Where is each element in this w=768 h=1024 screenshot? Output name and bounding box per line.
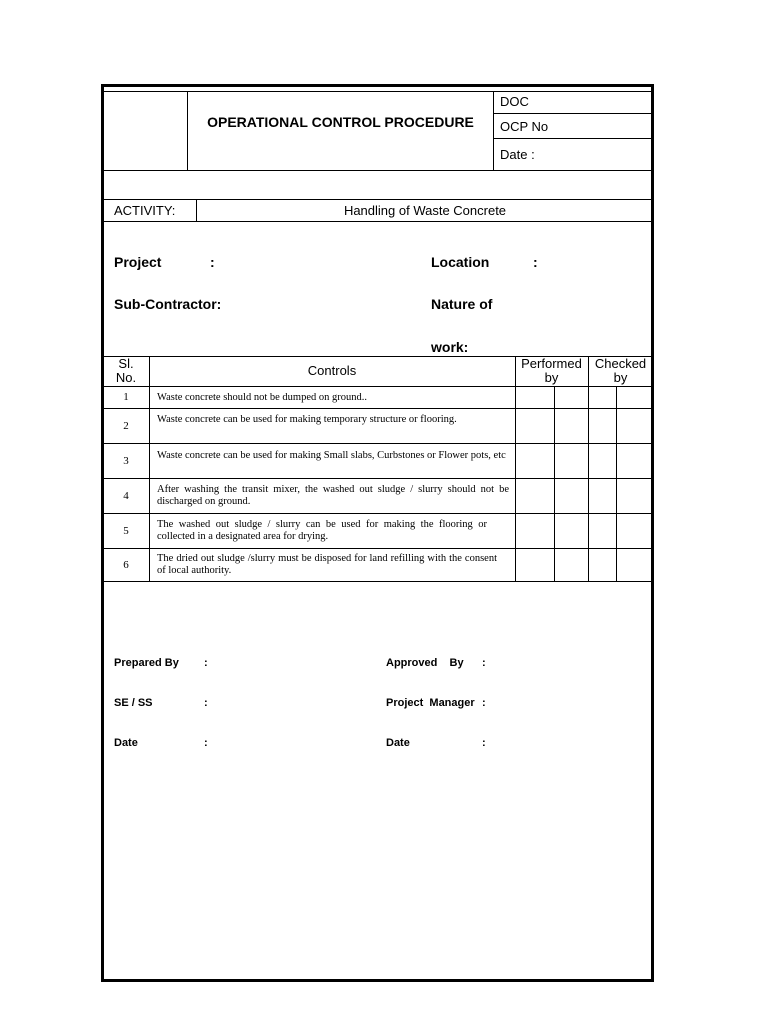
date-left-colon: :: [204, 737, 208, 749]
location-colon: :: [533, 254, 538, 270]
approved-by-colon: :: [482, 657, 486, 669]
activity-label: ACTIVITY:: [114, 203, 176, 218]
project-manager-label: Project Manager: [386, 697, 475, 709]
table-row-line-1: [103, 408, 653, 409]
row-2-control: Waste concrete can be used for making temporary structure or flooring.: [157, 414, 457, 425]
table-row-line-2: [103, 443, 653, 444]
header-row-line-1: [493, 113, 653, 114]
col-header-slno-line-2: No.: [115, 370, 137, 385]
se-ss-colon: :: [204, 697, 208, 709]
doc-label: DOC: [500, 94, 529, 109]
date-right-colon: :: [482, 737, 486, 749]
row-6-number: 6: [123, 559, 129, 571]
page-title: OPERATIONAL CONTROL PROCEDURE: [207, 114, 474, 130]
header-top-line: [103, 91, 653, 92]
date-right-label: Date: [386, 737, 410, 749]
header-row-line-2: [493, 138, 653, 139]
approved-by-label: Approved By: [386, 657, 464, 669]
col-header-slno-line-1: Sl.: [118, 356, 134, 371]
date-left-label: Date: [114, 737, 138, 749]
table-col-line-5: [616, 386, 617, 581]
col-header-checked-line-1: Checked: [594, 356, 647, 371]
activity-value: Handling of Waste Concrete: [343, 203, 507, 218]
activity-bottom-line: [103, 221, 653, 222]
table-row-line-3: [103, 478, 653, 479]
row-4-control: After washing the transit mixer, the washed out sludge / slurry should not be discharged on ground.: [157, 484, 509, 507]
row-3-control: Waste concrete can be used for making Small slabs, Curbstones or Flower pots, etc: [157, 450, 506, 461]
col-header-performed-line-1: Performed: [521, 356, 582, 371]
col-header-checked-line-2: by: [613, 370, 628, 385]
ocp-no-label: OCP No: [500, 119, 549, 134]
table-row-line-4: [103, 513, 653, 514]
nature-of-work-label-2: work:: [431, 339, 469, 355]
nature-of-work-label-1: Nature of: [431, 296, 493, 312]
col-header-checked-by: [588, 357, 653, 385]
row-3-number: 3: [123, 455, 129, 467]
col-header-performed-line-2: by: [544, 370, 559, 385]
project-label: Project: [114, 254, 162, 270]
location-label: Location: [431, 254, 490, 270]
project-manager-colon: :: [482, 697, 486, 709]
project-colon: :: [210, 254, 215, 270]
table-col-line-3: [554, 386, 555, 581]
row-6-control: The dried out sludge /slurry must be disposed for land refilling with the consent of local authority.: [157, 553, 497, 576]
se-ss-label: SE / SS: [114, 697, 153, 709]
header-divider-left: [187, 91, 188, 170]
table-col-line-2: [515, 356, 516, 581]
row-1-control: Waste concrete should not be dumped on ground..: [157, 392, 367, 403]
subcontractor-label: Sub-Contractor:: [114, 296, 222, 312]
header-divider-right: [493, 91, 494, 170]
col-header-slno: [103, 357, 149, 385]
row-2-number: 2: [123, 420, 129, 432]
activity-top-line: [103, 199, 653, 200]
row-4-number: 4: [123, 490, 129, 502]
table-bottom-line: [103, 581, 653, 582]
col-header-performed-by: [515, 357, 588, 385]
prepared-by-label: Prepared By: [114, 657, 179, 669]
table-row-line-5: [103, 548, 653, 549]
table-col-line-1: [149, 356, 150, 581]
table-col-line-4: [588, 356, 589, 581]
row-5-control: The washed out sludge / slurry can be used for making the flooring or collected in a designated area for drying.: [157, 519, 487, 542]
prepared-by-colon: :: [204, 657, 208, 669]
row-5-number: 5: [123, 525, 129, 537]
col-header-controls: Controls: [307, 363, 357, 378]
table-header-bottom-line: [103, 386, 653, 387]
date-label: Date :: [500, 147, 535, 162]
header-bottom-line: [103, 170, 653, 171]
row-1-number: 1: [123, 391, 129, 403]
